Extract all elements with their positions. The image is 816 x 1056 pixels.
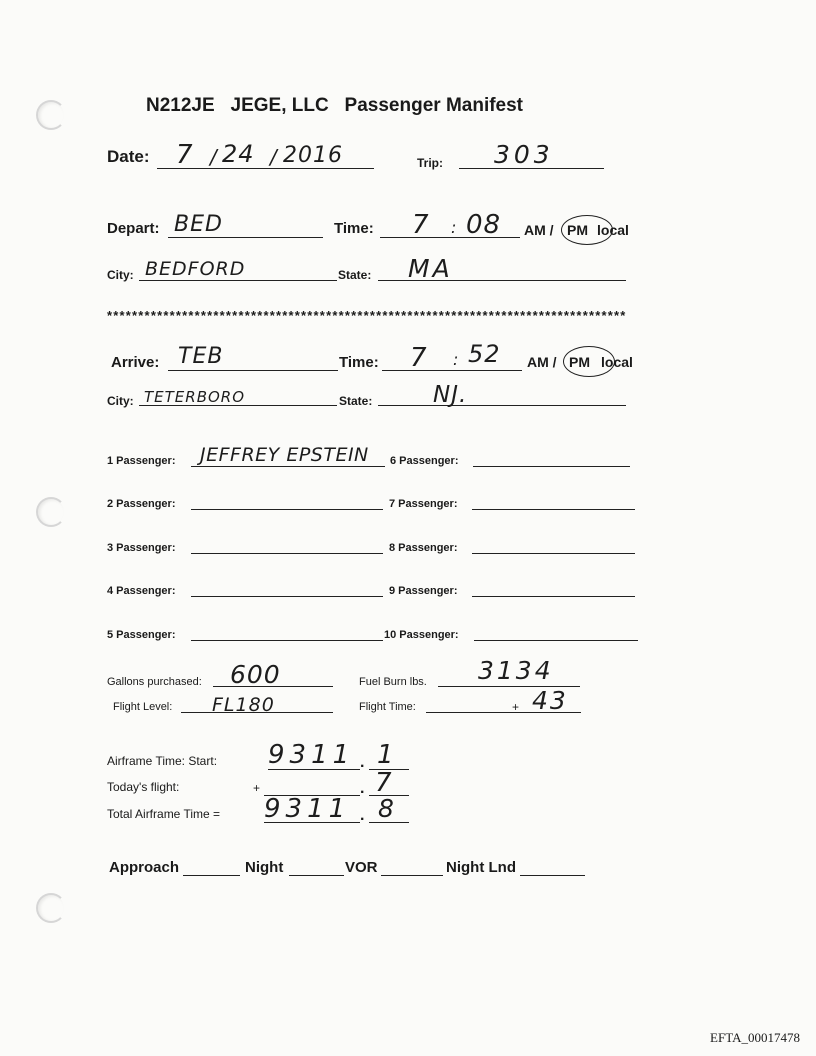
depart-colon: : bbox=[451, 218, 458, 237]
total-airframe-dot: . bbox=[360, 807, 365, 824]
page-title bbox=[146, 95, 523, 117]
arrive-time-label: Time: bbox=[339, 354, 379, 371]
airframe-start-whole: 9311 bbox=[268, 740, 355, 770]
arrive-line bbox=[168, 370, 338, 371]
arrive-pm: PM bbox=[569, 354, 590, 370]
date-day: 24 bbox=[222, 140, 255, 168]
passenger-1-line bbox=[191, 466, 385, 467]
binder-hole-middle bbox=[36, 497, 66, 527]
arrive-colon: : bbox=[453, 350, 460, 369]
passenger-8-label: 8 Passenger: bbox=[389, 542, 458, 554]
arrive-state: NJ. bbox=[433, 382, 468, 408]
arrive-state-label: State: bbox=[339, 394, 373, 408]
passenger-9-label: 9 Passenger: bbox=[389, 585, 458, 597]
date-sep-2: / bbox=[270, 145, 278, 169]
passenger-4-line bbox=[191, 596, 383, 597]
depart-city-label: City: bbox=[107, 268, 134, 282]
approach-label: Approach bbox=[109, 859, 180, 876]
today-flight-dec: 7 bbox=[375, 768, 393, 798]
depart-value: BED bbox=[174, 212, 223, 237]
passenger-1-value: JEFFREY EPSTEIN bbox=[200, 444, 369, 466]
airframe-start-dec: 1 bbox=[377, 740, 395, 770]
depart-label: Depart: bbox=[107, 220, 160, 237]
passenger-2-label: 2 Passenger: bbox=[107, 498, 176, 510]
passenger-10-label: 10 Passenger: bbox=[384, 629, 459, 641]
trip-value: 303 bbox=[494, 140, 554, 169]
company-name: JEGE, LLC bbox=[230, 95, 329, 116]
passenger-7-line bbox=[472, 509, 635, 510]
date-month: 7 bbox=[176, 140, 194, 170]
passenger-7-label: 7 Passenger: bbox=[389, 498, 458, 510]
airframe-start-line-whole bbox=[268, 769, 360, 770]
arrive-value: TEB bbox=[178, 344, 224, 369]
passenger-10-line bbox=[474, 640, 638, 641]
separator-stars: *********************************************************************************** bbox=[107, 308, 627, 323]
passenger-3-line bbox=[191, 553, 383, 554]
flight-time-plus: + bbox=[512, 700, 520, 714]
today-flight-dot: . bbox=[360, 780, 365, 797]
arrive-label: Arrive: bbox=[111, 354, 160, 371]
approach-line bbox=[183, 875, 240, 876]
date-label: Date: bbox=[107, 147, 150, 166]
depart-am: AM / bbox=[524, 222, 554, 238]
vor-label: VOR bbox=[345, 859, 378, 876]
depart-state: MA bbox=[408, 254, 453, 283]
total-airframe-whole: 9311 bbox=[264, 794, 351, 824]
arrive-city-label: City: bbox=[107, 394, 134, 408]
depart-time-label: Time: bbox=[334, 220, 374, 237]
depart-city: BEDFORD bbox=[145, 258, 246, 280]
trip-label: Trip: bbox=[417, 156, 443, 170]
depart-line bbox=[168, 237, 323, 238]
arrive-state-line bbox=[378, 405, 626, 406]
night-label: Night bbox=[245, 859, 284, 876]
flight-level-label: Flight Level: bbox=[113, 701, 173, 713]
passenger-5-label: 5 Passenger: bbox=[107, 629, 176, 641]
arrive-am: AM / bbox=[527, 354, 557, 370]
tail-number: N212JE bbox=[146, 95, 215, 116]
night-landing-line bbox=[520, 875, 585, 876]
date-year: 2016 bbox=[283, 143, 343, 168]
night-line bbox=[289, 875, 344, 876]
flight-level-value: FL180 bbox=[212, 694, 275, 716]
document-id: EFTA_00017478 bbox=[710, 1030, 800, 1045]
passenger-6-line bbox=[473, 466, 630, 467]
today-flight-plus: + bbox=[253, 781, 261, 795]
arrive-city: TETERBORO bbox=[144, 388, 246, 406]
arrive-time-line bbox=[382, 370, 522, 371]
vor-line bbox=[381, 875, 443, 876]
passenger-9-line bbox=[472, 596, 635, 597]
passenger-6-label: 6 Passenger: bbox=[390, 455, 459, 467]
fuel-burn-value: 3134 bbox=[478, 656, 554, 685]
passenger-3-label: 3 Passenger: bbox=[107, 542, 176, 554]
arrive-minute: 52 bbox=[468, 340, 501, 368]
manifest-title: Passenger Manifest bbox=[344, 95, 524, 116]
depart-local: local bbox=[597, 222, 629, 238]
arrive-local: local bbox=[601, 354, 633, 370]
fuel-burn-label: Fuel Burn lbs. bbox=[359, 676, 427, 688]
flight-time-value: 43 bbox=[532, 686, 568, 715]
total-airframe-line-whole bbox=[264, 822, 360, 823]
passenger-5-line bbox=[191, 640, 383, 641]
binder-hole-top bbox=[36, 100, 66, 130]
passenger-4-label: 4 Passenger: bbox=[107, 585, 176, 597]
depart-state-label: State: bbox=[338, 268, 372, 282]
night-landing-label: Night Lnd bbox=[446, 859, 516, 876]
depart-pm: PM bbox=[567, 222, 588, 238]
passenger-2-line bbox=[191, 509, 383, 510]
gallons-label: Gallons purchased: bbox=[107, 676, 202, 688]
today-flight-label: Today's flight: bbox=[107, 780, 180, 794]
depart-hour: 7 bbox=[412, 210, 430, 240]
depart-minute: 08 bbox=[466, 210, 502, 240]
passenger-8-line bbox=[472, 553, 635, 554]
depart-city-line bbox=[139, 280, 337, 281]
date-sep-1: / bbox=[210, 145, 218, 169]
arrive-hour: 7 bbox=[410, 343, 428, 373]
airframe-start-label: Airframe Time: Start: bbox=[107, 754, 218, 768]
gallons-value: 600 bbox=[230, 660, 281, 689]
total-airframe-dec: 8 bbox=[378, 794, 395, 823]
passenger-1-label: 1 Passenger: bbox=[107, 455, 176, 467]
airframe-start-dot: . bbox=[360, 754, 365, 771]
total-airframe-label: Total Airframe Time = bbox=[107, 807, 221, 821]
flight-time-label: Flight Time: bbox=[359, 701, 416, 713]
binder-hole-bottom bbox=[36, 893, 66, 923]
